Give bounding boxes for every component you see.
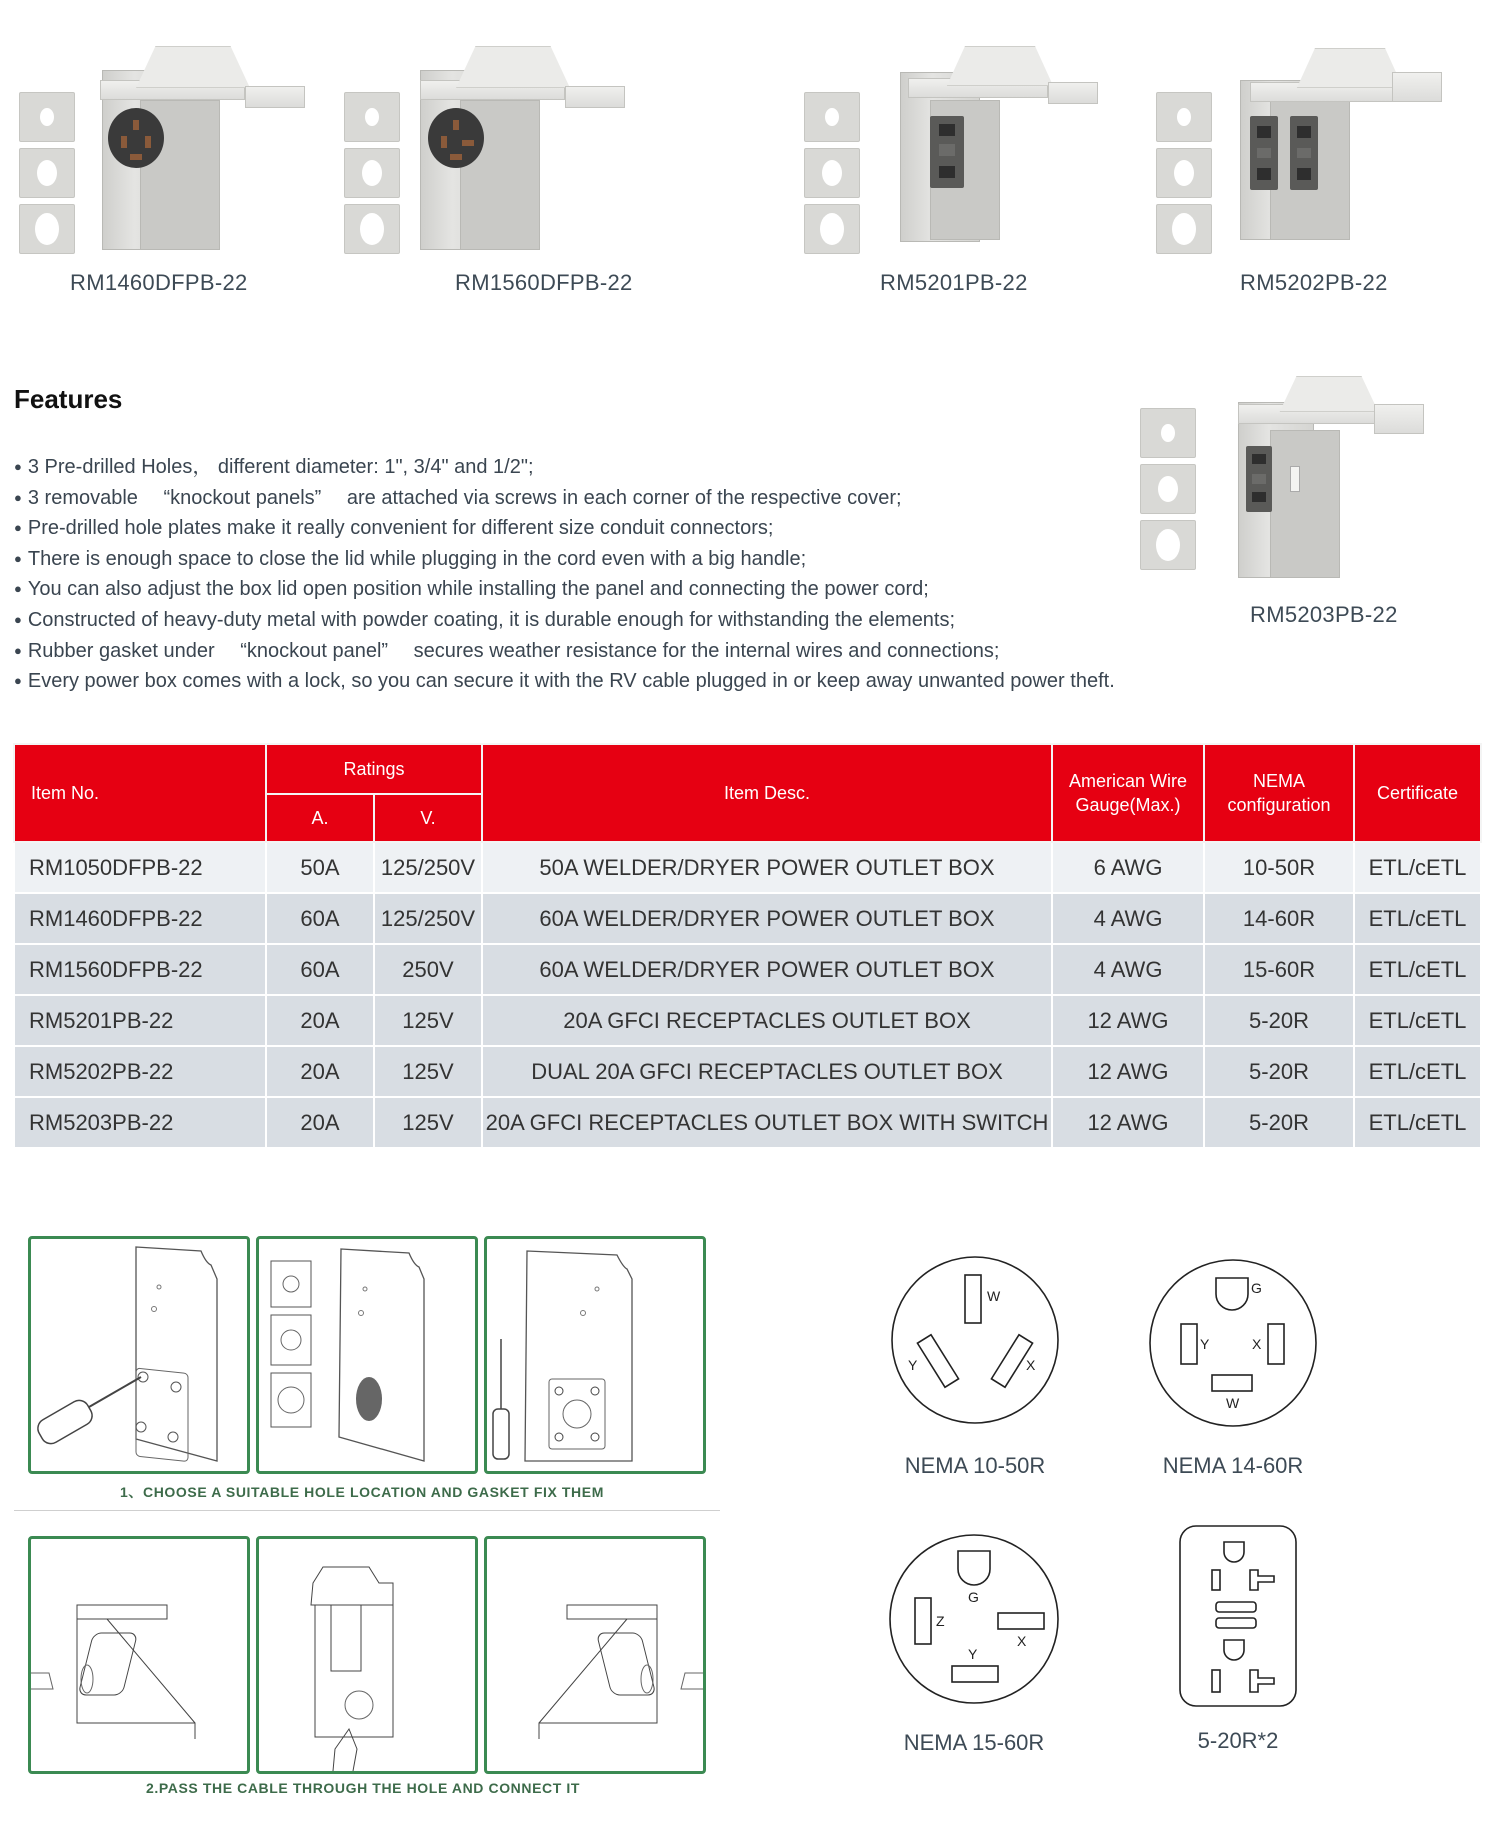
toggle-switch bbox=[1290, 466, 1300, 492]
gfci-receptacle bbox=[1246, 446, 1272, 512]
gfci-receptacle-2 bbox=[1290, 116, 1318, 190]
cell-cert: ETL/cETL bbox=[1354, 842, 1481, 893]
knockout-plates bbox=[1156, 92, 1212, 254]
header-awg: American Wire Gauge(Max.) bbox=[1052, 744, 1204, 842]
step2-panel-left bbox=[28, 1536, 250, 1774]
cell-amps: 20A bbox=[266, 1097, 374, 1148]
cell-item: RM1460DFPB-22 bbox=[14, 893, 266, 944]
features-list bbox=[14, 452, 1115, 697]
feature-item: ● 3 removable “knockout panels” are attached via screws in each corner of the respective cover; bbox=[14, 483, 1115, 514]
cell-desc: 50A WELDER/DRYER POWER OUTLET BOX bbox=[482, 842, 1052, 893]
cell-cert: ETL/cETL bbox=[1354, 944, 1481, 995]
cell-item: RM5203PB-22 bbox=[14, 1097, 266, 1148]
product-rm5201 bbox=[780, 0, 1140, 300]
table-row bbox=[14, 995, 1481, 1046]
cable-through-hole-icon bbox=[259, 1539, 475, 1771]
knockout-plates bbox=[804, 92, 860, 254]
gfci-receptacle-1 bbox=[1250, 116, 1278, 190]
header-ratings: Ratings bbox=[266, 744, 482, 794]
cell-nema: 5-20R bbox=[1204, 1046, 1354, 1097]
header-amps: A. bbox=[266, 794, 374, 842]
cell-amps: 20A bbox=[266, 995, 374, 1046]
step2-caption: 2.PASS THE CABLE THROUGH THE HOLE AND CONNECT IT bbox=[146, 1780, 581, 1796]
nema-15-60r-icon bbox=[888, 1533, 1060, 1705]
cell-amps: 60A bbox=[266, 893, 374, 944]
feature-item: ● Rubber gasket under “knockout panel” secures weather resistance for the internal wires and connections; bbox=[14, 636, 1115, 667]
cell-item: RM1050DFPB-22 bbox=[14, 842, 266, 893]
screwdriver-plate-icon bbox=[31, 1239, 247, 1471]
box-side-view-mirrored-icon bbox=[487, 1539, 703, 1771]
nema-label: NEMA 14-60R bbox=[1162, 1453, 1304, 1478]
step1-panel-fixed bbox=[484, 1236, 706, 1474]
feature-item: ● Every power box comes with a lock, so you can secure it with the RV cable plugged in or keep away unwanted power theft. bbox=[14, 666, 1115, 697]
nema-15-60-receptacle bbox=[428, 108, 484, 168]
svg-text:W: W bbox=[987, 1288, 1001, 1304]
cell-cert: ETL/cETL bbox=[1354, 1097, 1481, 1148]
nema-10-50r-diagram bbox=[890, 1255, 1060, 1478]
step2-panel-right bbox=[484, 1536, 706, 1774]
step2-panels bbox=[28, 1536, 706, 1774]
feature-item: ● Pre-drilled hole plates make it really convenient for different size conduit connectors; bbox=[14, 513, 1115, 544]
cell-desc: 20A GFCI RECEPTACLES OUTLET BOX bbox=[482, 995, 1052, 1046]
spec-table bbox=[13, 743, 1482, 1149]
table-row bbox=[14, 842, 1481, 893]
cell-nema: 5-20R bbox=[1204, 1097, 1354, 1148]
product-label: RM1560DFPB-22 bbox=[455, 270, 633, 295]
svg-text:Y: Y bbox=[908, 1357, 918, 1373]
cell-volts: 125/250V bbox=[374, 842, 482, 893]
nema-14-60r-diagram bbox=[1148, 1258, 1318, 1478]
cell-item: RM5202PB-22 bbox=[14, 1046, 266, 1097]
section-divider bbox=[14, 1510, 720, 1511]
nema-5-20r-diagram bbox=[1178, 1524, 1298, 1753]
svg-text:G: G bbox=[968, 1589, 979, 1605]
step1-panel-knockouts bbox=[256, 1236, 478, 1474]
gfci-receptacle bbox=[930, 116, 964, 188]
svg-text:Z: Z bbox=[936, 1613, 945, 1629]
header-nema: NEMA configuration bbox=[1204, 744, 1354, 842]
nema-14-60r-icon bbox=[1148, 1258, 1318, 1428]
cell-cert: ETL/cETL bbox=[1354, 995, 1481, 1046]
svg-text:X: X bbox=[1017, 1633, 1027, 1649]
header-cert: Certificate bbox=[1354, 744, 1481, 842]
product-rm5202 bbox=[1140, 0, 1500, 300]
svg-text:X: X bbox=[1026, 1357, 1036, 1373]
box-side-view-icon bbox=[31, 1539, 247, 1771]
knockout-plates bbox=[344, 92, 400, 254]
cell-desc: 20A GFCI RECEPTACLES OUTLET BOX WITH SWITCH bbox=[482, 1097, 1052, 1148]
cell-awg: 12 AWG bbox=[1052, 995, 1204, 1046]
feature-item: ● You can also adjust the box lid open position while installing the panel and connecting the power cord; bbox=[14, 574, 1115, 605]
cell-amps: 60A bbox=[266, 944, 374, 995]
product-label: RM5203PB-22 bbox=[1250, 602, 1398, 627]
product-label: RM1460DFPB-22 bbox=[70, 270, 248, 295]
cell-desc: 60A WELDER/DRYER POWER OUTLET BOX bbox=[482, 893, 1052, 944]
cell-nema: 14-60R bbox=[1204, 893, 1354, 944]
features-heading: Features bbox=[14, 384, 123, 414]
product-rm5203 bbox=[1130, 370, 1500, 650]
cell-volts: 125V bbox=[374, 995, 482, 1046]
header-desc: Item Desc. bbox=[482, 744, 1052, 842]
nema-label: NEMA 10-50R bbox=[904, 1453, 1046, 1478]
cell-awg: 4 AWG bbox=[1052, 893, 1204, 944]
product-rm1560 bbox=[320, 0, 720, 300]
table-row bbox=[14, 1097, 1481, 1148]
product-label: RM5201PB-22 bbox=[880, 270, 1028, 295]
product-rm1460 bbox=[0, 0, 320, 300]
cell-volts: 250V bbox=[374, 944, 482, 995]
svg-text:Y: Y bbox=[968, 1646, 978, 1662]
cell-awg: 12 AWG bbox=[1052, 1097, 1204, 1148]
nema-5-20r-duplex-icon bbox=[1178, 1524, 1298, 1710]
feature-item: ● There is enough space to close the lid while plugging in the cord even with a big handle; bbox=[14, 544, 1115, 575]
step1-panels bbox=[28, 1236, 706, 1474]
cell-desc: 60A WELDER/DRYER POWER OUTLET BOX bbox=[482, 944, 1052, 995]
cell-cert: ETL/cETL bbox=[1354, 893, 1481, 944]
svg-text:G: G bbox=[1251, 1280, 1262, 1296]
nema-10-50r-icon bbox=[890, 1255, 1060, 1425]
product-label: RM5202PB-22 bbox=[1240, 270, 1388, 295]
header-volts: V. bbox=[374, 794, 482, 842]
cell-amps: 20A bbox=[266, 1046, 374, 1097]
svg-text:W: W bbox=[1226, 1395, 1240, 1411]
table-row bbox=[14, 944, 1481, 995]
cell-desc: DUAL 20A GFCI RECEPTACLES OUTLET BOX bbox=[482, 1046, 1052, 1097]
step1-panel-screw bbox=[28, 1236, 250, 1474]
cell-volts: 125/250V bbox=[374, 893, 482, 944]
cell-item: RM5201PB-22 bbox=[14, 995, 266, 1046]
table-row bbox=[14, 893, 1481, 944]
cell-nema: 15-60R bbox=[1204, 944, 1354, 995]
step2-panel-middle bbox=[256, 1536, 478, 1774]
cell-cert: ETL/cETL bbox=[1354, 1046, 1481, 1097]
nema-15-60r-diagram bbox=[888, 1533, 1060, 1755]
cell-nema: 5-20R bbox=[1204, 995, 1354, 1046]
cell-awg: 12 AWG bbox=[1052, 1046, 1204, 1097]
cell-item: RM1560DFPB-22 bbox=[14, 944, 266, 995]
feature-item: ● Constructed of heavy-duty metal with powder coating, it is durable enough for withstanding the elements; bbox=[14, 605, 1115, 636]
knockout-plates bbox=[19, 92, 75, 254]
svg-text:X: X bbox=[1252, 1336, 1262, 1352]
gasket-fixed-icon bbox=[487, 1239, 703, 1471]
cell-nema: 10-50R bbox=[1204, 842, 1354, 893]
feature-item: ● 3 Pre-drilled Holes， different diameter: 1", 3/4" and 1/2"; bbox=[14, 452, 1115, 483]
header-item-no: Item No. bbox=[14, 744, 266, 842]
knockout-plates-icon bbox=[259, 1239, 475, 1471]
cell-volts: 125V bbox=[374, 1046, 482, 1097]
nema-label: 5-20R*2 bbox=[1197, 1728, 1279, 1753]
knockout-plates bbox=[1140, 408, 1196, 570]
cell-awg: 6 AWG bbox=[1052, 842, 1204, 893]
svg-text:Y: Y bbox=[1200, 1336, 1210, 1352]
step1-caption: 1、CHOOSE A SUITABLE HOLE LOCATION AND GASKET FIX THEM bbox=[120, 1484, 604, 1500]
nema-label: NEMA 15-60R bbox=[903, 1730, 1045, 1755]
cell-awg: 4 AWG bbox=[1052, 944, 1204, 995]
nema-14-60-receptacle bbox=[108, 108, 164, 168]
cell-amps: 50A bbox=[266, 842, 374, 893]
cell-volts: 125V bbox=[374, 1097, 482, 1148]
table-row bbox=[14, 1046, 1481, 1097]
